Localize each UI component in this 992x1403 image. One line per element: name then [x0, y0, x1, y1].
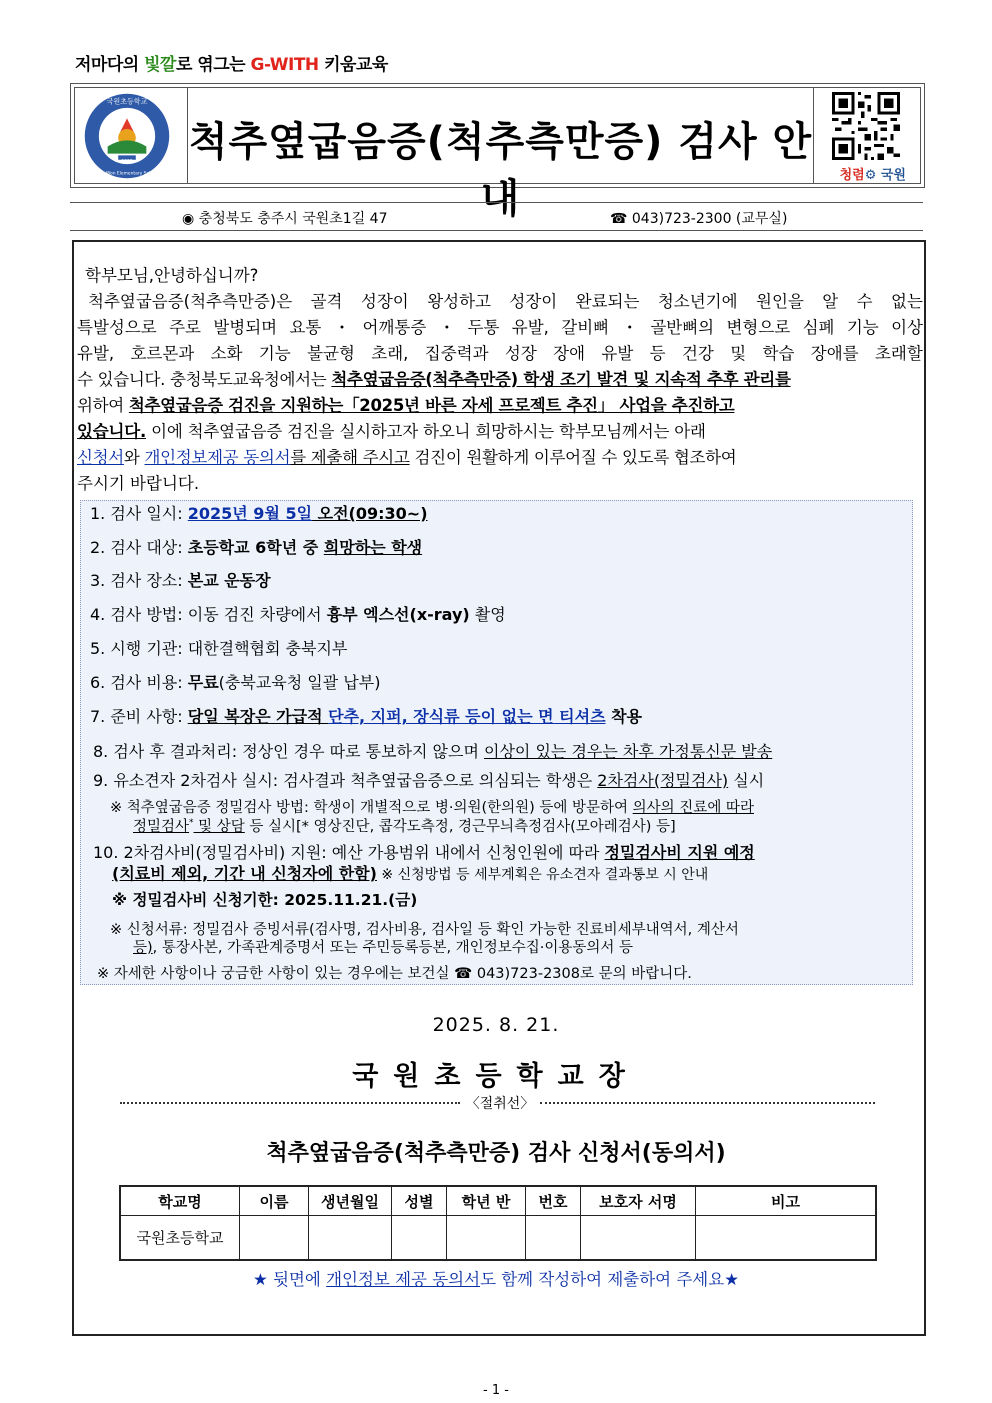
- principal-name: 국원초등학교장: [352, 1061, 640, 1092]
- school-emblem-icon: [83, 92, 171, 180]
- col-guardian-signature: 보호자 서명: [581, 1186, 696, 1216]
- col-remarks: 비고: [696, 1186, 877, 1216]
- qr-caption: 청렴⚙ 국원: [839, 168, 906, 183]
- item-support-2: (치료비 제외, 기간 내 신청자에 한함) ※ 신청방법 등 세부계획은 유소견자 결과통보 시 안내: [112, 864, 709, 883]
- cell-guardian-signature[interactable]: [581, 1216, 696, 1261]
- note-documents-1: ※ 신청서류: 정밀검사 증빙서류(검사명, 검사비용, 검사일 등 확인 가능한 진료비세부내역서, 계산서: [110, 922, 739, 938]
- item-support: 10. 2차검사비(정밀검사비) 지원: 예산 가용범위 내에서 신청인원에 따라 정밀검사비 지원 예정: [93, 843, 755, 862]
- item-cost: 6. 검사 비용: 무료(충북교육청 일괄 납부): [90, 673, 381, 692]
- address-bar: [70, 202, 923, 231]
- svg-text:Guk Won Elementary School: Guk Won Elementary School: [95, 171, 159, 177]
- cell-number[interactable]: [526, 1216, 581, 1261]
- item-date: 1. 검사 일시: 2025년 9월 5일 오전(09:30~): [90, 504, 428, 523]
- form-title: 척추옆굽음증(척추측만증) 검사 신청서(동의서): [266, 1141, 726, 1166]
- cell-name[interactable]: [240, 1216, 309, 1261]
- qr-code-icon[interactable]: [832, 92, 900, 160]
- col-name: 이름: [240, 1186, 309, 1216]
- intro-line-7: 신청서와 개인정보제공 동의서를 제출해 주시고 검진이 원활하게 이루어질 수 있도록 협조하여: [77, 448, 737, 467]
- table-header-row: [120, 1186, 876, 1216]
- item-method: 4. 검사 방법: 이동 검진 차량에서 흉부 엑스선(x-ray) 촬영: [90, 605, 506, 624]
- slogan: 저마다의 빛깔로 엮그는 G-WITH 키움교육: [75, 55, 388, 75]
- table-row: [120, 1216, 876, 1261]
- intro-line-5: 위하여 척추옆굽음증 검진을 지원하는「2025년 바른 자세 프로젝트 추진」 사업을 추진하고: [77, 396, 735, 415]
- cell-birthdate[interactable]: [309, 1216, 392, 1261]
- item-preparation: 7. 준비 사항: 당일 복장은 가급적 단추, 지퍼, 장식류 등이 없는 면 티셔츠 착용: [90, 707, 643, 726]
- note-method-2: 정밀검사* 및 상담 등 실시[* 영상진단, 콥각도측정, 경근무늬측정검사(모아레검사) 등]: [133, 818, 676, 835]
- cell-remarks[interactable]: [696, 1216, 877, 1261]
- item-location: 3. 검사 장소: 본교 운동장: [90, 571, 271, 590]
- intro-line-8: 주시기 바랍니다.: [77, 474, 200, 493]
- item-agency: 5. 시행 기관: 대한결핵협회 충북지부: [90, 639, 348, 658]
- deadline: ※ 정밀검사비 신청기한: 2025.11.21.(금): [112, 891, 418, 909]
- svg-text:국원초등학교: 국원초등학교: [106, 96, 148, 106]
- svg-text:2008: 2008: [121, 159, 133, 165]
- footnote: ★ 뒷면에 개인정보 제공 동의서도 함께 작성하여 제출하여 주세요★: [253, 1270, 739, 1289]
- col-number: 번호: [526, 1186, 581, 1216]
- col-school: 학교명: [120, 1186, 240, 1216]
- page-number: - 1 -: [483, 1383, 509, 1398]
- col-gender: 성별: [392, 1186, 447, 1216]
- note-documents-2: 등), 통장사본, 가족관계증명서 또는 주민등록등본, 개인정보수집·이용동의서 등: [133, 940, 633, 956]
- contact-note: ※ 자세한 사항이나 궁금한 사항이 있는 경우에는 보건실 ☎ 043)723-2308로 문의 바랍니다.: [97, 966, 692, 982]
- intro-line-2: 특발성으로 주로 발병되며 요통 ・ 어깨통증 ・ 두통 유발, 갈비뼈 ・ 골반뼈의 변형으로 심폐 기능 이상: [77, 318, 923, 337]
- item-result: 8. 검사 후 결과처리: 정상인 경우 따로 통보하지 않으며 이상이 있는 경우는 차후 가정통신문 발송: [93, 742, 773, 761]
- intro-line-4: 수 있습니다. 충청북도교육청에서는 척추옆굽음증(척추측만증) 학생 조기 발견 및 지속적 추후 관리를: [77, 370, 791, 389]
- item-target: 2. 검사 대상: 초등학교 6학년 중 희망하는 학생: [90, 538, 423, 557]
- intro-line-1: 척추옆굽음증(척추측만증)은 골격 성장이 왕성하고 성장이 완료되는 청소년기에 원인을 알 수 없는: [88, 292, 923, 311]
- school-address: ◉ 충청북도 충주시 국원초1길 47: [182, 211, 388, 227]
- intro-line-3: 유발, 호르몬과 소화 기능 불균형 초래, 집중력과 성장 장애 유발 등 건강 및 학습 장애를 초래할: [77, 344, 923, 363]
- item-second-test: 9. 유소견자 2차검사 실시: 검사결과 척추옆굽음증으로 의심되는 학생은 2차검사(정밀검사) 실시: [93, 771, 765, 790]
- note-method-1: ※ 척추옆굽음증 정밀검사 방법: 학생이 개별적으로 병·의원(한의원) 등에 방문하여 의사의 진료에 따라: [110, 800, 754, 816]
- school-phone: ☎ 043)723-2300 (교무실): [610, 211, 788, 227]
- issue-date: 2025. 8. 21.: [432, 1014, 560, 1036]
- page-title: 척추옆굽음증(척추측만증) 검사 안내: [188, 119, 813, 222]
- cell-grade-class[interactable]: [447, 1216, 526, 1261]
- cell-gender[interactable]: [392, 1216, 447, 1261]
- col-birthdate: 생년월일: [309, 1186, 392, 1216]
- greeting: 학부모님,안녕하십니까?: [85, 266, 259, 285]
- application-table: [119, 1185, 877, 1261]
- cut-line: [120, 1093, 875, 1113]
- cell-school: 국원초등학교: [120, 1216, 240, 1261]
- col-grade-class: 학년 반: [447, 1186, 526, 1216]
- intro-line-6: 있습니다. 이에 척추옆굽음증 검진을 실시하고자 하오니 희망하시는 학부모님께서는 아래: [77, 422, 706, 441]
- cut-line-label: 〈절취선〉: [465, 1093, 535, 1113]
